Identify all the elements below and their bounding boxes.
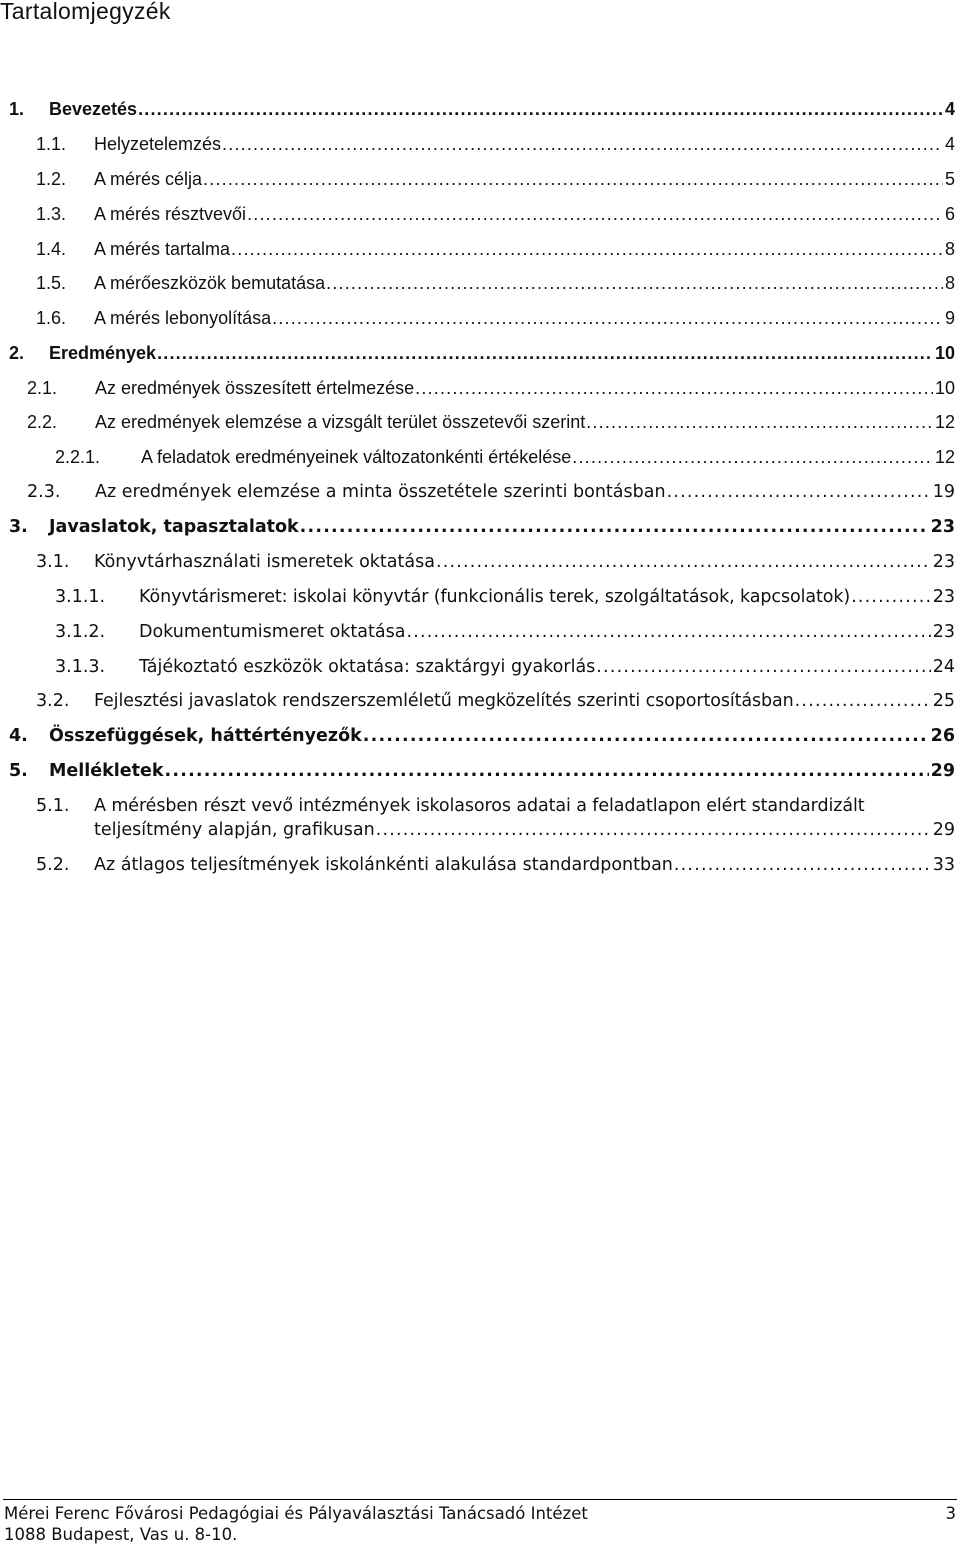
toc-number: 3.1. [36,552,70,572]
toc-number: 5.2. [36,855,70,875]
toc-entry-3-1[interactable] [36,550,955,574]
toc-page: 4 [944,134,955,154]
toc-leader [586,410,933,434]
toc-page: 25 [932,691,955,711]
toc-page: 10 [934,378,955,398]
toc-page: 23 [930,517,955,537]
toc-title: Tájékoztató eszközök oktatása: szaktárgyi gyakorlás [139,657,596,677]
toc-entry-1-1[interactable] [36,132,955,156]
toc-leader [222,132,943,156]
toc-page: 12 [934,412,955,432]
toc-title: A mérés célja [94,169,203,189]
toc-number: 2. [9,343,25,363]
toc-number: 1.2. [36,169,67,189]
toc-page: 26 [930,726,955,746]
toc-title: Fejlesztési javaslatok rendszerszemléletű megközelítés szerinti csoportosításban [94,691,794,711]
toc-entry-5-2[interactable] [36,853,955,877]
toc-leader [247,202,943,226]
footer-institution: Mérei Ferenc Fővárosi Pedagógiai és Pályaválasztási Tanácsadó Intézet [4,1504,588,1523]
toc-number: 1.6. [36,308,67,328]
toc-title: Könyvtárhasználati ismeretek oktatása [94,552,435,572]
toc-entry-3[interactable] [9,515,955,539]
toc-page: 23 [932,552,955,572]
toc-number: 2.3. [27,482,61,502]
toc-leader [795,689,931,713]
toc-entry-2-2[interactable] [27,410,955,434]
toc-title: Mellékletek [49,761,164,781]
toc-leader [376,818,931,842]
toc-entry-5[interactable] [9,759,955,783]
toc-page: 5 [944,169,955,189]
toc-number: 3.2. [36,691,70,711]
toc-title: Bevezetés [49,99,138,119]
toc-page: 29 [930,761,955,781]
toc-page: 29 [932,820,955,840]
toc-title: Az eredmények elemzése a minta összetétele szerinti bontásban [95,482,666,502]
toc-title: Dokumentumismeret oktatása [139,622,406,642]
toc-title: A mérés résztvevői [94,204,247,224]
toc-leader [596,655,930,679]
toc-entry-1-5[interactable] [36,271,955,295]
toc-title: Az eredmények elemzése a vizsgált terület összetevői szerint [95,412,586,432]
toc-entry-1-4[interactable] [36,237,955,261]
toc-page: 23 [932,587,955,607]
toc-number: 1. [9,99,25,119]
toc-leader [300,515,929,539]
toc-number: 3.1.3. [55,657,106,677]
toc-number: 1.5. [36,273,67,293]
toc-entry-3-1-2[interactable] [55,620,955,644]
toc-entry-1[interactable] [9,97,955,121]
toc-entry-1-6[interactable] [36,306,955,330]
toc-page: 8 [944,239,955,259]
toc-number: 5.1. [36,796,70,816]
footer-page-number: 3 [945,1504,956,1523]
toc-title: A mérőeszközök bemutatása [94,273,326,293]
toc-number: 4. [9,726,28,746]
toc-entry-3-2[interactable] [36,689,955,713]
toc-leader [667,480,931,504]
toc-number: 5. [9,761,28,781]
toc-number: 3. [9,517,28,537]
toc-leader [326,271,943,295]
page-title: Tartalomjegyzék [0,0,171,24]
toc-entry-2[interactable] [9,341,955,365]
toc-title: Könyvtárismeret: iskolai könyvtár (funkcionális terek, szolgáltatások, kapcsolatok) [139,587,851,607]
toc-number: 1.3. [36,204,67,224]
toc-title: Javaslatok, tapasztalatok [49,517,299,537]
toc-leader [138,97,943,121]
toc-leader [436,550,931,574]
toc-page: 8 [944,273,955,293]
footer-address: 1088 Budapest, Vas u. 8-10. [4,1525,238,1544]
toc-entry-2-2-1[interactable] [55,445,955,469]
toc-title: A mérés lebonyolítása [94,308,272,328]
footer-divider [3,1499,957,1500]
toc-number: 2.1. [27,378,58,398]
toc-title: Eredmények [49,343,157,363]
toc-title-line2: teljesítmény alapján, grafikusan [94,820,375,840]
toc-leader [851,585,931,609]
toc-page: 9 [944,308,955,328]
toc-leader [203,167,943,191]
toc-number: 1.1. [36,134,67,154]
toc-title: Összefüggések, háttértényezők [49,726,362,746]
toc-page: 33 [932,855,955,875]
toc-entry-4[interactable] [9,724,955,748]
toc-leader [415,376,933,400]
toc-leader [157,341,933,365]
toc-page: 6 [944,204,955,224]
toc-title: A feladatok eredményeinek változatonkénti értékelése [141,447,572,467]
toc-leader [363,724,929,748]
toc-title: Helyzetelemzés [94,134,222,154]
toc-page: 4 [944,99,955,119]
toc-number: 3.1.1. [55,587,106,607]
toc-page: 10 [934,343,955,363]
toc-leader [674,853,931,877]
toc-title: Az eredmények összesített értelmezése [95,378,415,398]
toc-title-line1: A mérésben részt vevő intézmények iskolasoros adatai a feladatlapon elért standardizált [94,796,865,816]
toc-number: 1.4. [36,239,67,259]
toc-number: 2.2.1. [55,447,101,467]
toc-entry-2-3[interactable] [27,480,955,504]
toc-page: 12 [934,447,955,467]
toc-leader [165,759,929,783]
toc-entry-1-3[interactable] [36,202,955,226]
toc-page: 19 [932,482,955,502]
toc-entry-3-1-1[interactable] [55,585,955,609]
toc-title: Az átlagos teljesítmények iskolánkénti alakulása standardpontban [94,855,673,875]
toc-entry-1-2[interactable] [36,167,955,191]
toc-title: A mérés tartalma [94,239,231,259]
toc-entry-2-1[interactable] [27,376,955,400]
toc-leader [572,445,933,469]
toc-number: 3.1.2. [55,622,106,642]
toc-leader [406,620,930,644]
toc-entry-5-1[interactable] [36,794,955,842]
toc-leader [272,306,943,330]
toc-number: 2.2. [27,412,58,432]
footer [4,1503,588,1545]
toc-page: 24 [932,657,955,677]
toc-entry-3-1-3[interactable] [55,655,955,679]
toc-leader [231,237,943,261]
toc-page: 23 [932,622,955,642]
